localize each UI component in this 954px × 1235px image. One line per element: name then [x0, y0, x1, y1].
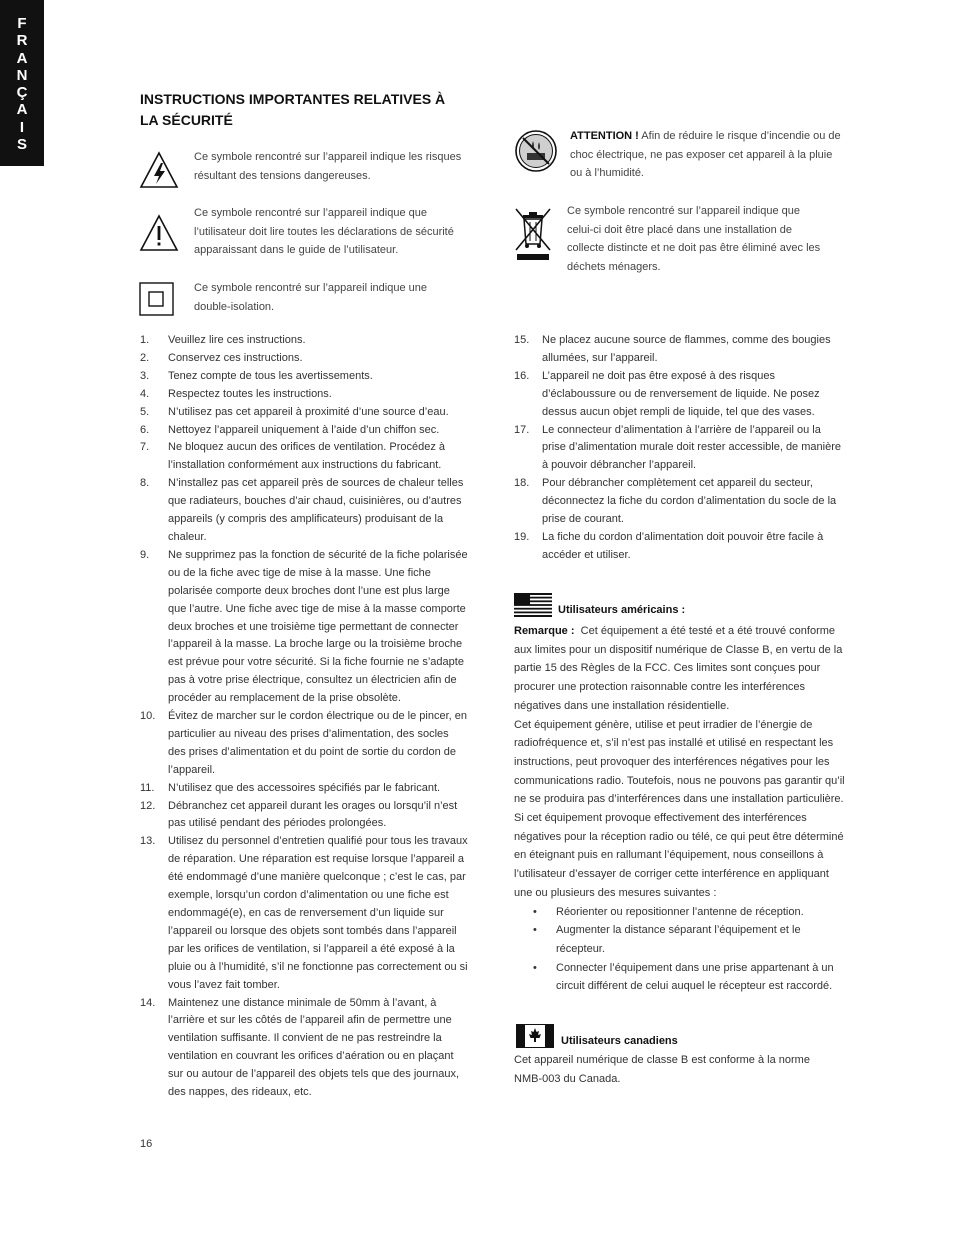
language-letter: I — [19, 118, 25, 136]
canada-flag-icon — [516, 1024, 554, 1048]
language-letter: A — [16, 49, 28, 67]
safety-instructions-list-left — [140, 332, 468, 1102]
attention-text: Afin de réduire le risque d’incendie ou de choc électrique, ne pas exposer cet appareil à la pluie ou à l’humidité. — [570, 130, 841, 179]
fcc-remark — [514, 622, 846, 716]
list-item: 13. Utilisez du personnel d’entretien qualifié pour tous les travaux de réparation. Une réparation est requise lorsque l’appareil a été endommagé d’une manière quelconque ; c’est le cas, par exemple, lorsqu’un cordon d’alimentation ou une fiche est endommagé(e), en cas de renversement d’un liquide sur l’appareil ou lorsque des objets sont tombés dans l’appareil par les orifices de ventilation, si l’appareil a été exposé à la pluie ou à l’humidité, s’il ne fonctionne pas correctement ou si vous l’avez fait tomber. — [140, 835, 468, 991]
list-item: • Réorienter ou repositionner l’antenne de réception. — [533, 905, 804, 918]
list-item: 5. N’utilisez pas cet appareil à proximité d’une source d’eau. — [140, 405, 449, 418]
language-letter: S — [16, 136, 27, 154]
weee-text: Ce symbole rencontré sur l’appareil indique que celui-ci doit être placé dans une installation de collecte distincte et ne doit pas être éliminé avec les déchets ménagers. — [567, 205, 821, 273]
lightning-symbol-text: Ce symbole rencontré sur l’appareil indique les risques résultant des tensions dangereuses. — [194, 151, 462, 182]
list-item: • Augmenter la distance séparant l’équipement et le récepteur. — [533, 924, 801, 955]
list-item: 14. Maintenez une distance minimale de 50mm à l’avant, à l’arrière et sur les côtés de l’appareil afin de permettre une ventilation suffisante. Il convient de ne pas restreindre la ventilation en couvrant les orifices d’aération ou en plaçant sur ou autour de l’appareil des objets tels que des journaux, des nappes, des rideaux, etc. — [140, 996, 460, 1099]
crossed-bin-icon — [514, 206, 552, 262]
exclamation-warning-icon — [139, 213, 179, 253]
list-item: 8. N’installez pas cet appareil près de sources de chaleur telles que radiateurs, bouches d’air chaud, cuisinières, ou d’autres appareils (y compris des amplificateurs) produisant de la chaleur. — [140, 477, 464, 543]
us-users-section — [514, 622, 846, 996]
exclamation-symbol-text: Ce symbole rencontré sur l’appareil indique que l’utilisateur doit lire toutes les déclarations de sécurité apparaissant dans le guide de l’utilisateur. — [194, 207, 454, 256]
list-item: 11. N’utilisez que des accessoires spécifiés par le fabricant. — [140, 781, 441, 794]
remark-text: Cet équipement a été testé et a été trouvé conforme aux limites pour un dispositif numérique de Classe B, en vertu de la partie 15 des Règles de la FCC. Ces limites sont conçues pour procurer une protection raisonnable contre les interférences négatives dans une installation résidentielle. — [514, 625, 843, 712]
list-item: 12. Débranchez cet appareil durant les orages ou lorsqu’il n’est pas utilisé pendant des périodes prolongées. — [140, 799, 458, 830]
canada-users-title: Utilisateurs canadiens — [561, 1035, 678, 1047]
double-insulation-text: Ce symbole rencontré sur l’appareil indique une double-isolation. — [194, 282, 427, 313]
language-letter: Ç — [16, 84, 28, 102]
list-item: 16. L’appareil ne doit pas être exposé à des risques d’éclaboussure ou de renversement de liquide. Ne posez dessus aucun objet rempli de liquide, tel que des vases. — [514, 369, 820, 418]
list-item: 3. Tenez compte de tous les avertissements. — [140, 369, 373, 382]
list-item: 1. Veuillez lire ces instructions. — [140, 334, 306, 346]
remark-label: Remarque : — [514, 625, 575, 637]
list-item: 9. Ne supprimez pas la fonction de sécurité de la fiche polarisée ou de la fiche avec tige de mise à la masse. Une fiche polarisée comporte deux broches dont l’une est plus large que l’autre. Une fiche avec tige de mise à la masse comporte deux broches et une troisième tige permettant de connecter l’appareil à la masse. La broche large ou la troisième broche est prévue pour votre sécurité. Si la fiche fournie ne s’adapte pas à votre prise électrique, consultez un électricien afin de procéder au remplacement de la prise obsolète. — [140, 548, 468, 705]
list-item: 18. Pour débrancher complètement cet appareil du secteur, déconnectez la fiche du cordon d’alimentation du socle de la prise de courant. — [514, 477, 837, 526]
language-letter: F — [17, 15, 27, 32]
us-flag-icon — [514, 593, 552, 617]
list-item: 6. Nettoyez l’appareil uniquement à l’aide d’un chiffon sec. — [140, 423, 440, 436]
lightning-warning-icon — [139, 150, 179, 190]
list-item: 10. Évitez de marcher sur le cordon électrique ou de le pincer, en particulier au niveau des prises d’alimentation, des socles des prises d’alimentation et du point de sortie du cordon de l’appareil. — [140, 710, 467, 776]
list-item: • Connecter l’équipement dans une prise appartenant à un circuit différent de celui auquel le récepteur est raccordé. — [533, 961, 834, 993]
no-water-icon — [514, 129, 558, 173]
us-users-title: Utilisateurs américains : — [558, 604, 686, 616]
attention-notice — [570, 127, 845, 183]
language-letter: A — [16, 101, 28, 119]
page-number: 16 — [140, 1138, 153, 1150]
safety-instructions-list-right — [514, 332, 842, 565]
attention-label: ATTENTION ! — [570, 130, 639, 142]
language-letter: N — [16, 66, 28, 84]
list-item: 15. Ne placez aucune source de flammes, comme des bougies allumées, sur l’appareil. — [514, 334, 831, 364]
page-title: INSTRUCTIONS IMPORTANTES RELATIVES À LA SÉCURITÉ — [140, 91, 446, 128]
list-item: 2. Conservez ces instructions. — [140, 351, 303, 364]
list-item: 7. Ne bloquez aucun des orifices de ventilation. Procédez à l’installation conformément aux instructions du fabricant. — [140, 441, 446, 472]
list-item: 19. La fiche du cordon d’alimentation doit pouvoir être facile à accéder et utiliser. — [514, 530, 824, 561]
fcc-measures-list — [514, 903, 846, 997]
list-item: 4. Respectez toutes les instructions. — [140, 387, 332, 400]
canada-users-text: Cet appareil numérique de classe B est conforme à la norme NMB-003 du Canada. — [514, 1054, 810, 1085]
double-insulation-icon — [139, 282, 174, 316]
fcc-interference-paragraph: Cet équipement génère, utilise et peut irradier de l’énergie de radiofréquence et, s’il n’est pas installé et utilisé en respectant les instructions, peut provoquer des interférences négatives pour les communications radio. Toutefois, nous ne pouvons pas garantir qu’il ne se produira pas d’interférences dans une installation particulière. Si cet équipement provoque effectivement des interférences négatives pour la réception radio ou télé, ce qui peut être déterminé en éteignant puis en rallumant l’équipement, nous conseillons à l’utilisateur d’essayer de corriger cette interférence en appliquant une ou plusieurs des mesures suivantes : — [514, 718, 845, 899]
list-item: 17. Le connecteur d’alimentation à l’arrière de l’appareil ou la prise d’alimentation murale doit rester accessible, de manière à pouvoir débrancher l’appareil. — [514, 423, 841, 472]
language-tab — [0, 0, 44, 166]
language-letter: R — [16, 32, 28, 50]
